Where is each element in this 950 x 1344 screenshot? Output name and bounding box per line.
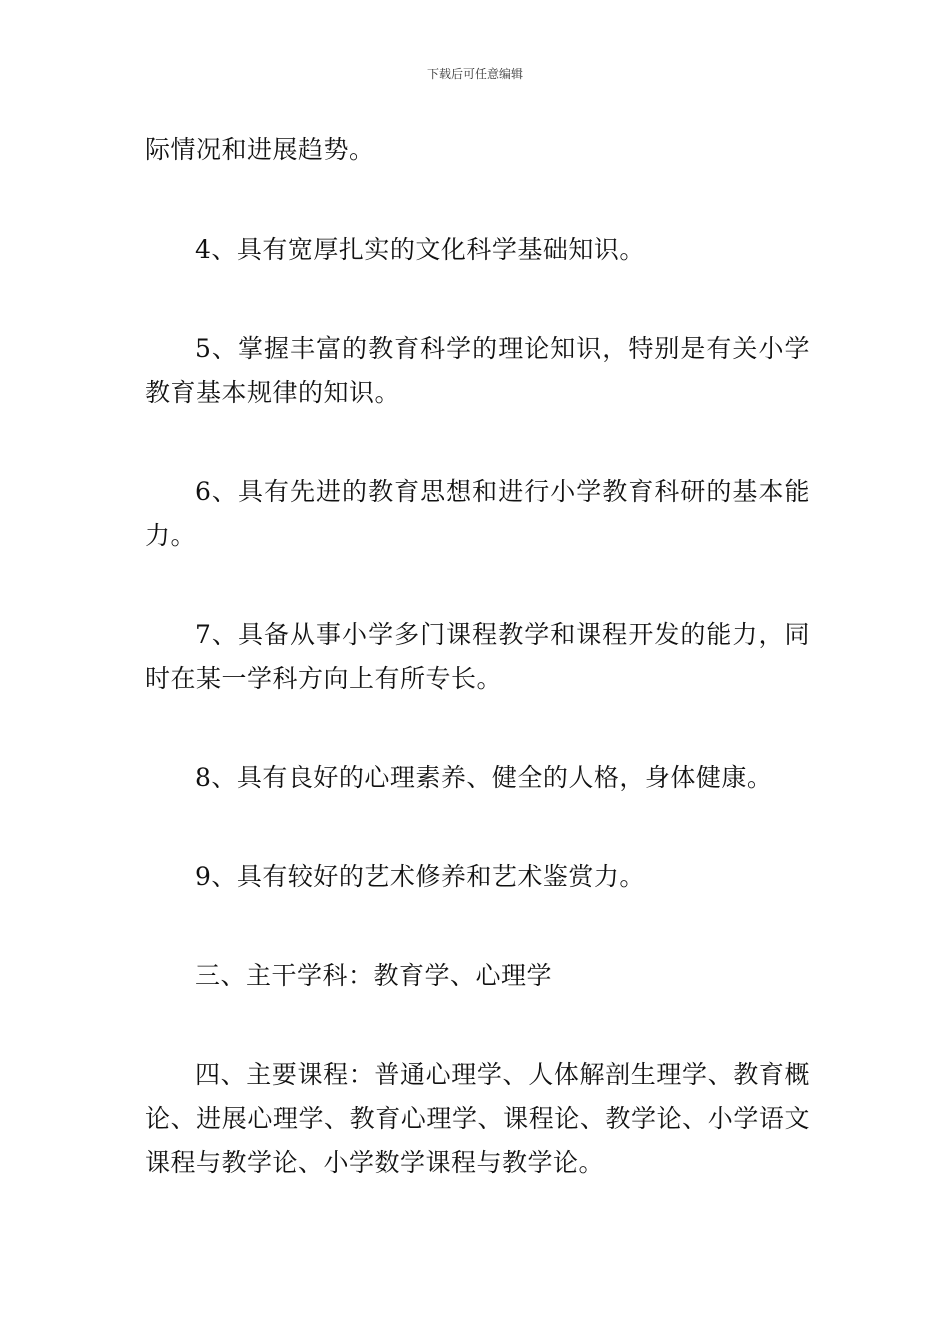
document-body <box>145 128 810 1240</box>
paragraph-item-9: 9、具有较好的艺术修养和艺术鉴赏力。 <box>195 862 645 891</box>
section-main-courses: 四、主要课程：普通心理学、人体解剖生理学、教育概论、进展心理学、教育心理学、课程论、教学论、小学语文课程与教学论、小学数学课程与教学论。 <box>145 1060 810 1177</box>
paragraph-item-7: 7、具备从事小学多门课程教学和课程开发的能力，同时在某一学科方向上有所专长。 <box>145 620 810 693</box>
paragraph-item-4: 4、具有宽厚扎实的文化科学基础知识。 <box>195 235 645 264</box>
paragraph-item-5: 5、掌握丰富的教育科学的理论知识，特别是有关小学教育基本规律的知识。 <box>145 334 810 407</box>
paragraph-item-6: 6、具有先进的教育思想和进行小学教育科研的基本能力。 <box>145 477 810 550</box>
paragraph-item-8: 8、具有良好的心理素养、健全的人格，身体健康。 <box>195 763 773 792</box>
page-header: 下载后可任意编辑 <box>426 67 523 81</box>
section-main-subjects: 三、主干学科：教育学、心理学 <box>195 961 553 990</box>
paragraph-continuation: 际情况和进展趋势。 <box>145 135 375 164</box>
